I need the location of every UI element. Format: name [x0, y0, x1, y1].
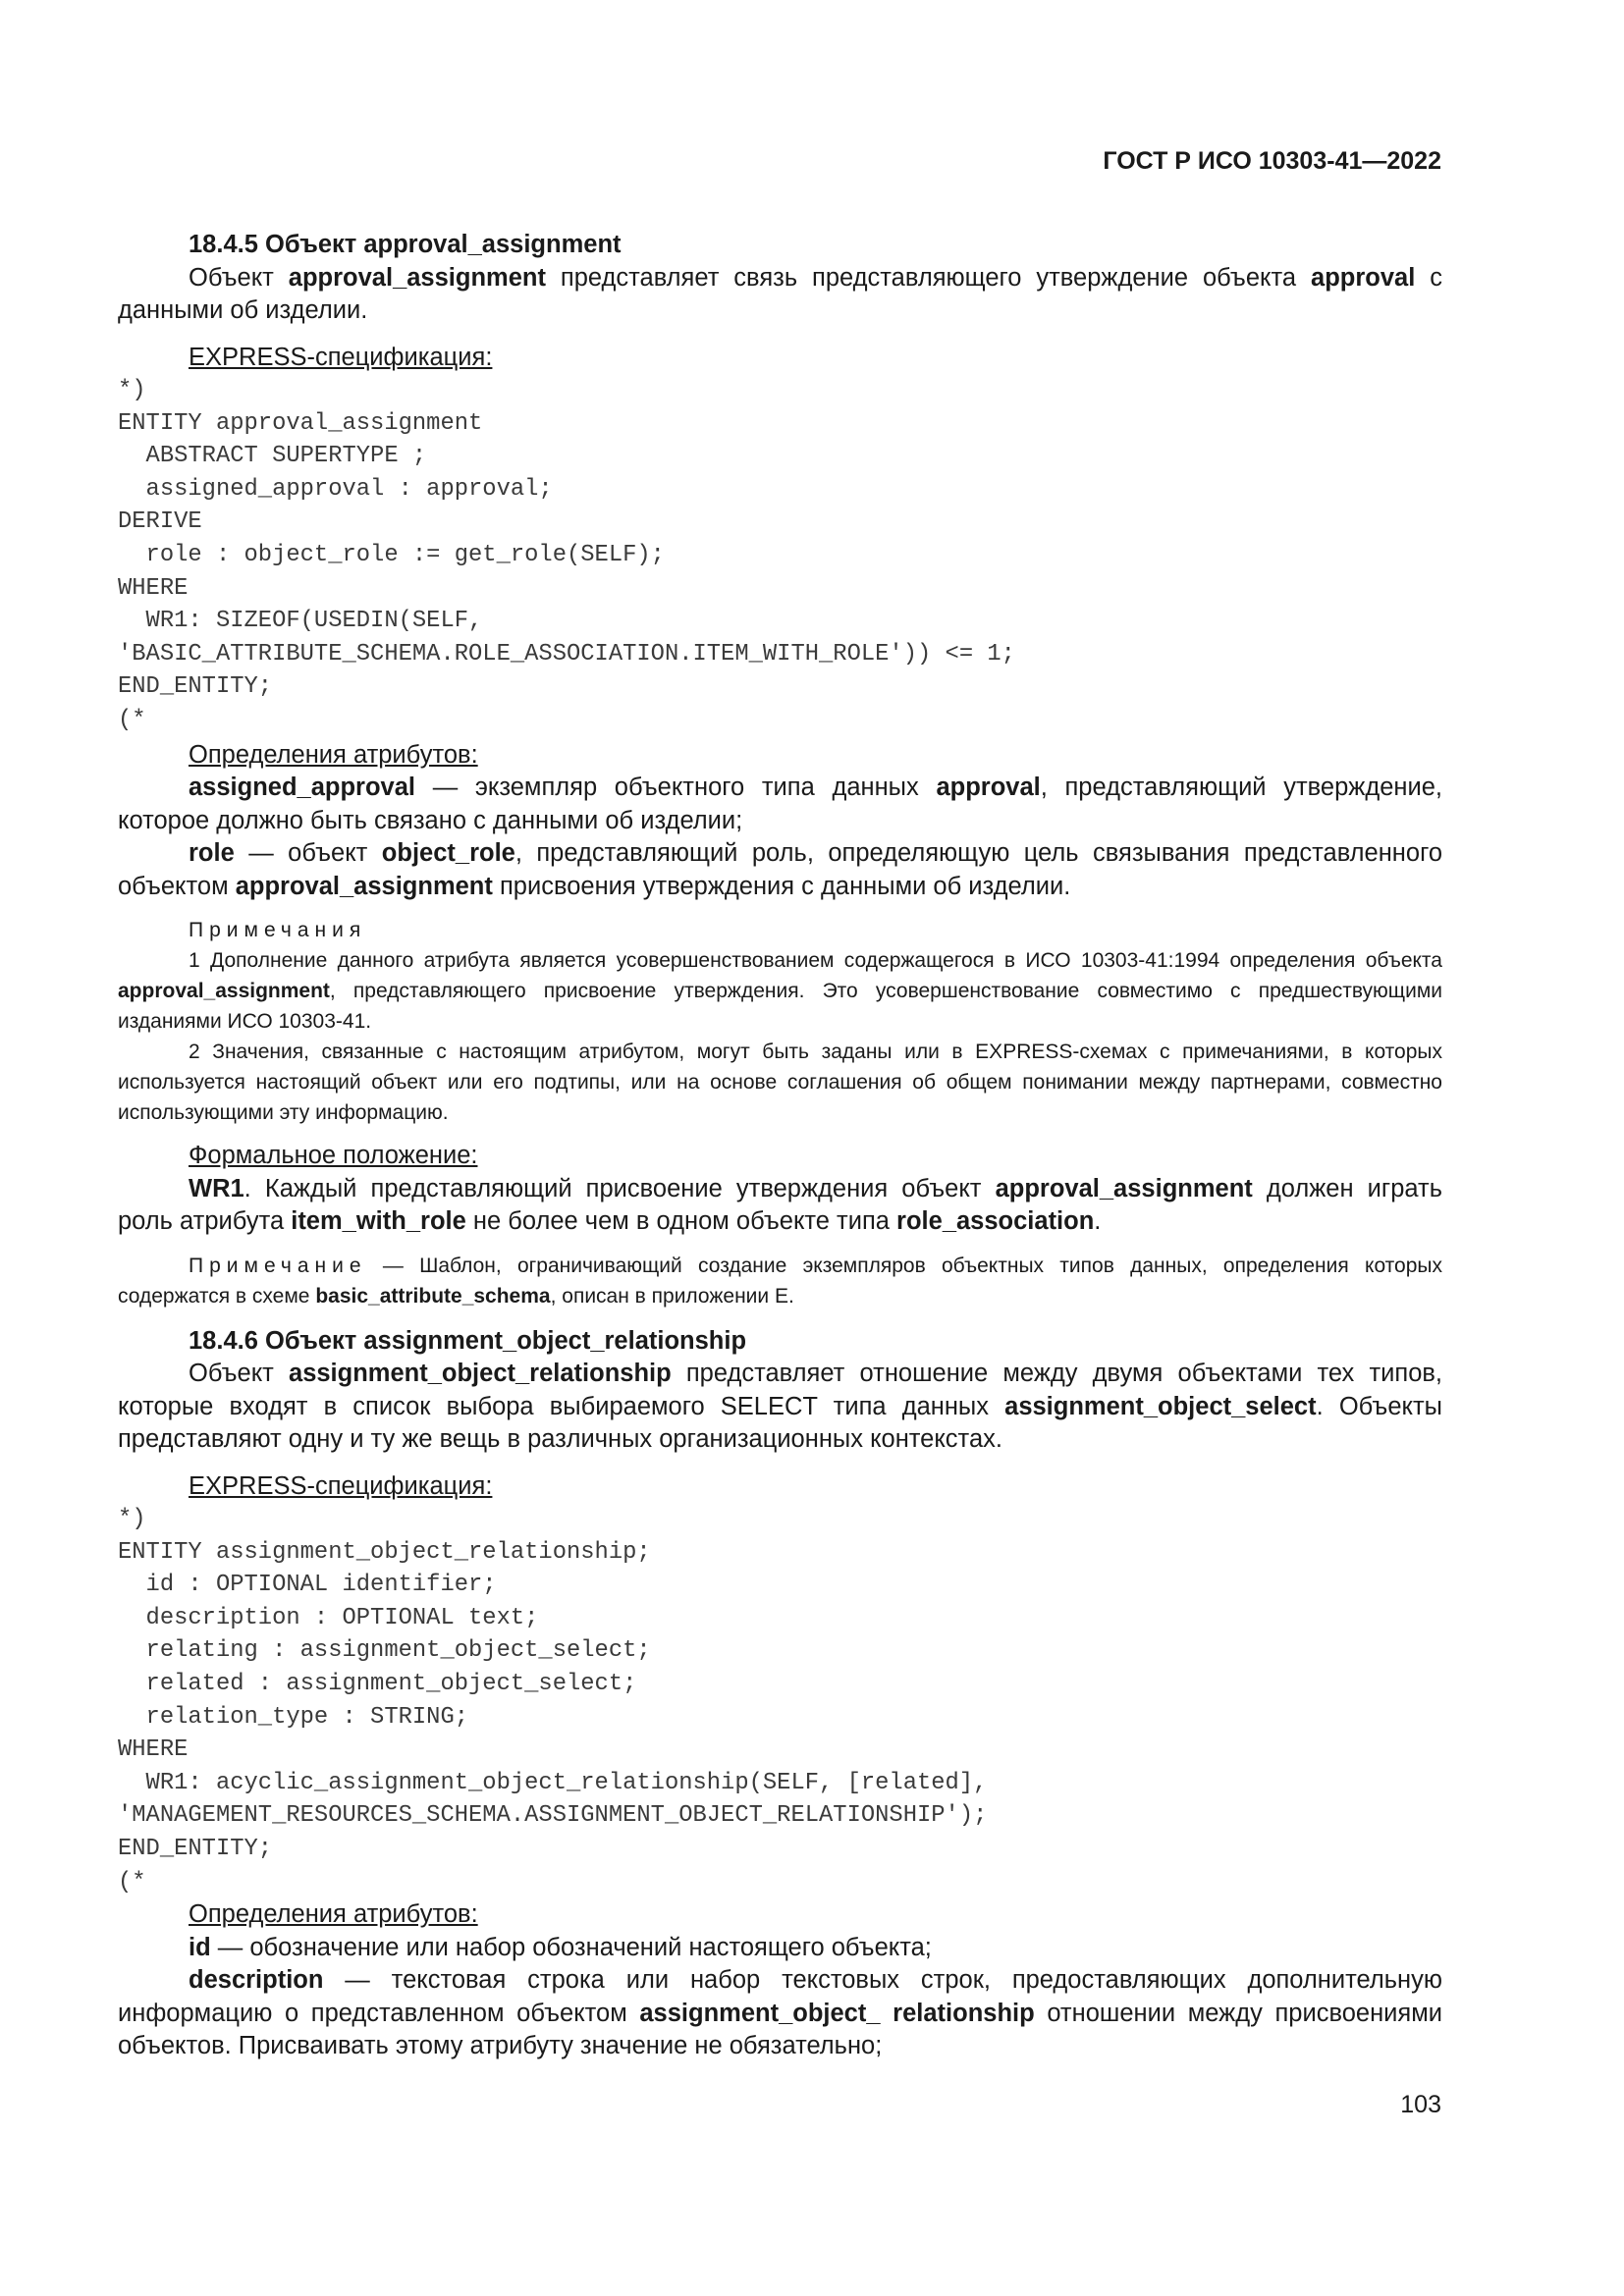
text-run: . — [1094, 1207, 1102, 1236]
text-run: Объект — [189, 1360, 290, 1388]
note-1 — [118, 945, 1442, 1037]
text-run: — объект — [234, 839, 382, 868]
bold-term: id — [189, 1933, 211, 1961]
bold-term: approval — [936, 774, 1041, 802]
formal-proposition-label: Формальное положение: — [189, 1142, 478, 1170]
express-code-block: *) ENTITY approval_assignment ABSTRACT SUPERTYPE ; assigned_approval : approval; DERIVE role : object_role := get_role(SELF); WHERE WR1: SIZEOF(USEDIN(SELF, 'BASIC_ATTRIBUTE_SCHEMA.ROLE_ASSOCIATION.ITEM_WITH_ROLE')) <= 1; END_ENTITY; (* — [118, 377, 1015, 733]
bold-term: item_with_role — [291, 1207, 466, 1236]
text-run: , представляющего присвоение утверждения. Это усовершенствование совместимо с предшествующими изданиями ИСО 10303-41. — [118, 980, 1442, 1034]
express-code-block: *) ENTITY assignment_object_relationship; id : OPTIONAL identifier; description : OPTIONAL text; relating : assignment_object_select; related : assignment_object_select; relation_type : STRING; WHERE WR1: acyclic_assignment_object_relationship(SELF, [related], 'MANAGEMENT_RESOURCES_SCHEMA.ASSIGNMENT_OBJECT_RELATIONSHIP'); END_ENTITY; (* — [118, 1506, 988, 1896]
text-run: отношении между присвоениями объектов. Присваивать этому атрибуту значение не обязательно; — [118, 1999, 1442, 2060]
page-content — [118, 229, 1442, 2063]
bold-term: role_association — [896, 1207, 1095, 1236]
text-run: , представляющий роль, определяющую цель связывания представленного объектом — [118, 839, 1442, 900]
express-spec-label: EXPRESS-спецификация: — [189, 1471, 493, 1500]
page-number: 103 — [1400, 2091, 1441, 2118]
text-run: . Объекты представляют одну и ту же вещь в различных организационных контекстах. — [118, 1392, 1442, 1454]
formal-note-title: Примечание — [189, 1254, 367, 1277]
bold-term: approval — [1311, 263, 1416, 292]
text-run: не более чем в одном объекте типа — [465, 1207, 897, 1236]
text-run: представляет отношение между двумя объектами тех типов, которые входят в список выбора выбираемого SELECT типа данных — [118, 1360, 1443, 1420]
bold-term: object_role — [381, 839, 515, 868]
bold-term: role — [189, 839, 235, 868]
bold-term: description — [189, 1966, 324, 1995]
bold-term: approval_assignment — [118, 980, 330, 1003]
section-heading-18-4-6: 18.4.6 Объект assignment_object_relationship — [189, 1326, 747, 1355]
attribute-definition-id — [118, 1932, 1442, 1965]
bold-term: approval_assignment — [288, 263, 546, 292]
bold-term: approval_assignment — [235, 872, 493, 900]
section-intro-18-4-6 — [118, 1358, 1442, 1457]
text-run: с данными об изделии. — [118, 263, 1443, 324]
express-spec-label: EXPRESS-спецификация: — [189, 343, 493, 371]
note-2 — [118, 1037, 1442, 1128]
text-run: . Каждый представляющий присвоение утверждения объект — [244, 1174, 996, 1202]
section-heading-18-4-5: 18.4.5 Объект approval_assignment — [189, 231, 622, 258]
section-intro-18-4-5 — [118, 262, 1442, 328]
text-run: должен играть роль атрибута — [118, 1174, 1442, 1236]
bold-term: assignment_object_relationship — [289, 1360, 672, 1388]
text-run: — текстовая строка или набор текстовых строк, предоставляющих дополнительную информацию о представленном объектом — [118, 1966, 1442, 2027]
document-header: ГОСТ Р ИСО 10303-41—2022 — [1103, 147, 1441, 175]
text-run: — Шаблон, ограничивающий создание экземпляров объектных типов данных, определения которых содержатся в схеме — [118, 1254, 1442, 1308]
bold-term: approval_assignment — [995, 1174, 1253, 1202]
formal-proposition-wr1 — [118, 1173, 1442, 1239]
text-run: присвоения утверждения с данными об изделии. — [492, 872, 1071, 900]
attribute-definitions-label: Определения атрибутов: — [189, 740, 478, 769]
bold-term: WR1 — [189, 1174, 244, 1202]
attribute-definitions-label: Определения атрибутов: — [189, 1900, 478, 1929]
text-run: 2 Значения, связанные с настоящим атрибутом, могут быть заданы или в EXPRESS-схемах с примечаниями, в которых используется настоящий объект или его подтипы, или на основе соглашения об общем понимании между партнерами, совместно использующими эту информацию. — [118, 1041, 1442, 1125]
text-run: 1 Дополнение данного атрибута является усовершенствованием содержащегося в ИСО 10303-41:1994 определения объекта — [189, 949, 1442, 973]
bold-term: assignment_object_select — [1004, 1392, 1317, 1420]
bold-term: assignment_object_ relationship — [639, 1999, 1035, 2027]
text-run: Объект — [189, 263, 289, 292]
attribute-definition-description — [118, 1964, 1442, 2063]
bold-term: assigned_approval — [189, 774, 416, 802]
attribute-definition-assigned-approval — [118, 772, 1442, 837]
notes-title: Примечания — [189, 919, 367, 942]
text-run: , представляющий утверждение, которое должно быть связано с данными об изделии; — [118, 774, 1442, 834]
formal-note — [118, 1251, 1442, 1311]
text-run: — экземпляр объектного типа данных — [415, 774, 937, 802]
attribute-definition-role — [118, 837, 1442, 903]
text-run: — обозначение или набор обозначений настоящего объекта; — [210, 1933, 932, 1961]
bold-term: basic_attribute_schema — [315, 1284, 551, 1308]
text-run: , описан в приложении E. — [550, 1284, 794, 1308]
text-run: представляет связь представляющего утверждение объекта — [545, 263, 1312, 292]
